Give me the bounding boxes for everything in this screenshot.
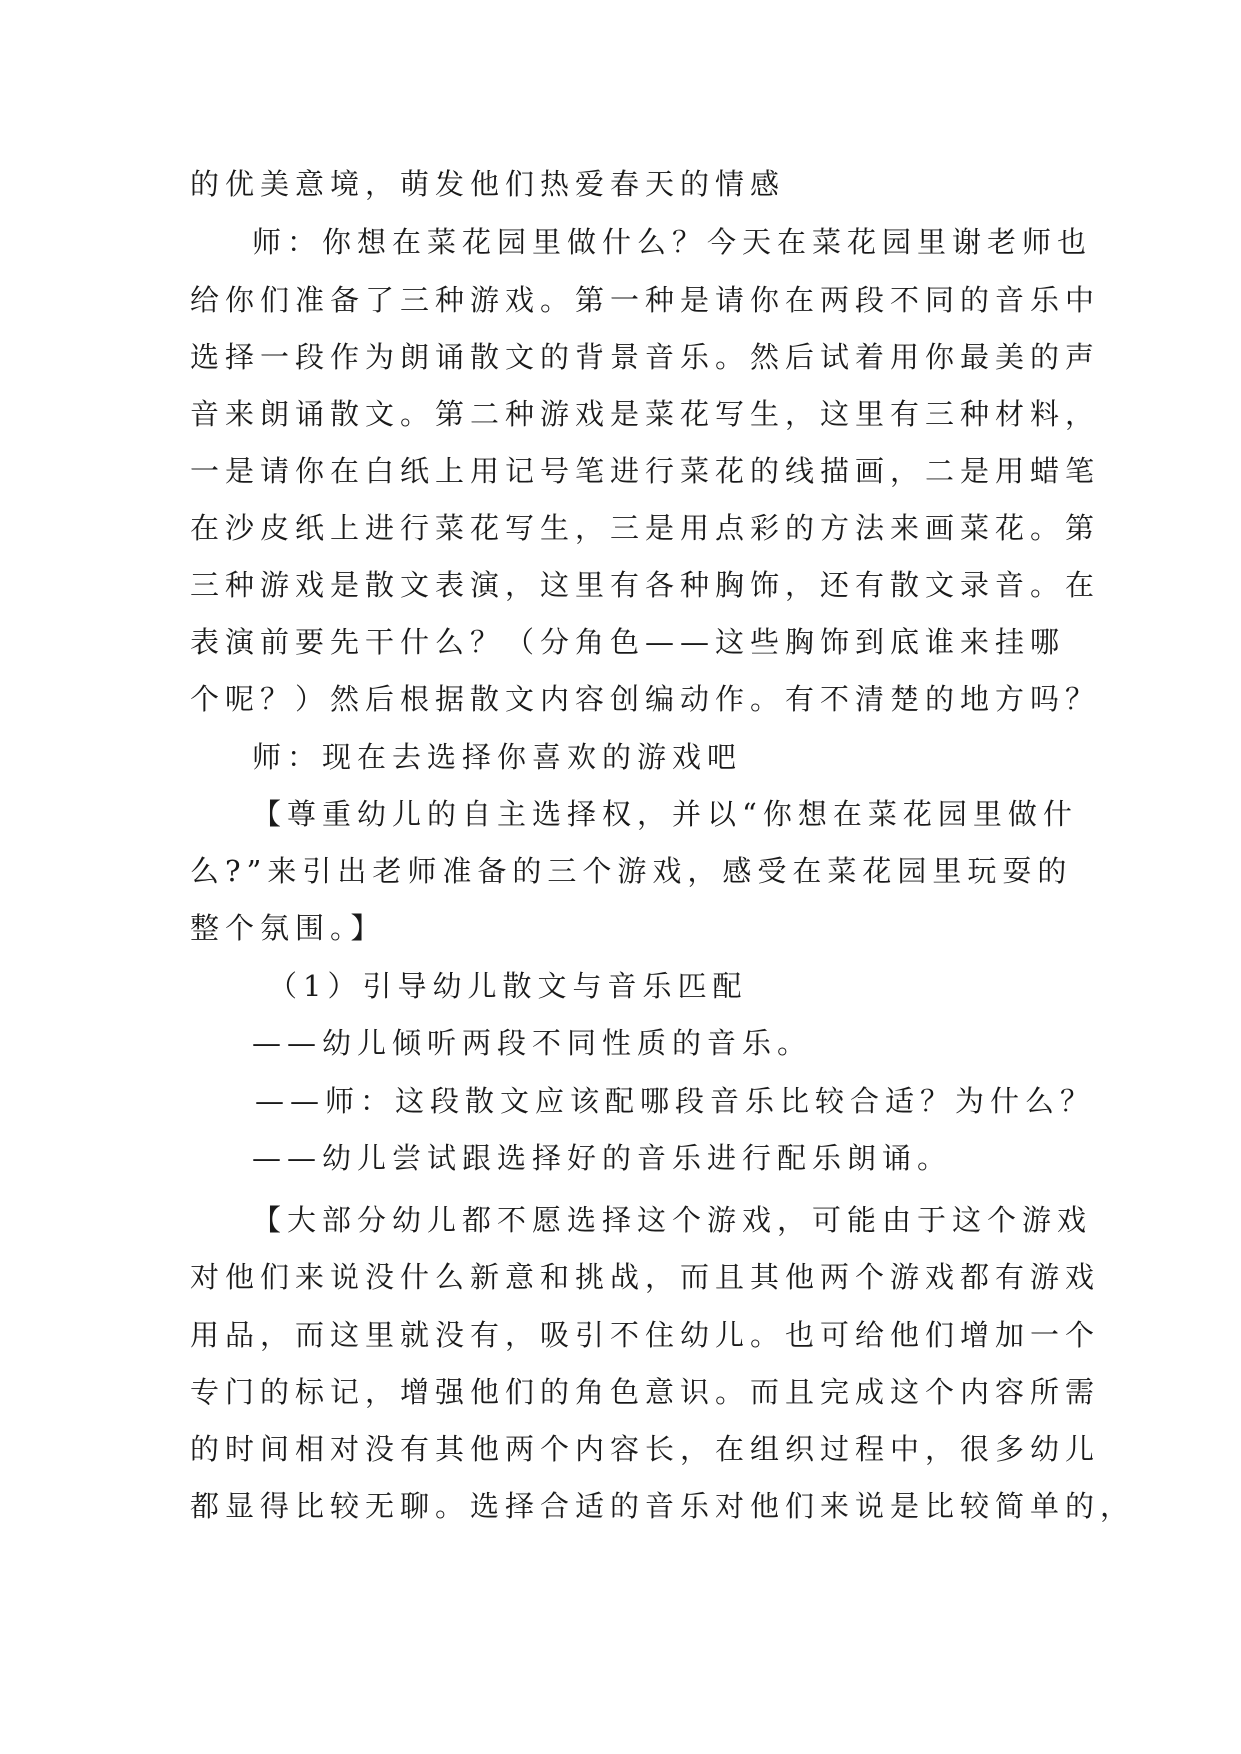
annotation-line: 都显得比较无聊。选择合适的音乐对他们来说是比较简单的， xyxy=(190,1489,1136,1523)
annotation-line: 么?”来引出老师准备的三个游戏，感受在菜花园里玩耍的 xyxy=(190,854,1073,888)
text-line: 音来朗诵散文。第二种游戏是菜花写生，这里有三种材料， xyxy=(190,397,1101,431)
annotation-line: 的时间相对没有其他两个内容长，在组织过程中，很多幼儿 xyxy=(190,1432,1101,1466)
section-heading: （1）引导幼儿散文与音乐匹配 xyxy=(268,969,748,1003)
annotation-line: 用品，而这里就没有，吸引不住幼儿。也可给他们增加一个 xyxy=(190,1318,1101,1352)
text-line: 个呢？）然后根据散文内容创编动作。有不清楚的地方吗？ xyxy=(190,682,1101,716)
text-line: 表演前要先干什么？（分角色——这些胸饰到底谁来挂哪 xyxy=(190,625,1066,659)
annotation-line: 对他们来说没什么新意和挑战，而且其他两个游戏都有游戏 xyxy=(190,1260,1101,1294)
text-line: 三种游戏是散文表演，这里有各种胸饰，还有散文录音。在 xyxy=(190,568,1101,602)
text-line: 师：现在去选择你喜欢的游戏吧 xyxy=(252,740,743,774)
text-line: 在沙皮纸上进行菜花写生，三是用点彩的方法来画菜花。第 xyxy=(190,511,1101,545)
annotation-line: 【大部分幼儿都不愿选择这个游戏，可能由于这个游戏 xyxy=(252,1203,1093,1237)
annotation-line: 整个氛围。】 xyxy=(190,911,386,945)
list-item: ——幼儿尝试跟选择好的音乐进行配乐朗诵。 xyxy=(252,1141,953,1175)
text-line: 一是请你在白纸上用记号笔进行菜花的线描画，二是用蜡笔 xyxy=(190,454,1101,488)
text-line: 给你们准备了三种游戏。第一种是请你在两段不同的音乐中 xyxy=(190,283,1101,317)
list-item: ——师：这段散文应该配哪段音乐比较合适？为什么？ xyxy=(255,1084,1096,1118)
annotation-line: 【尊重幼儿的自主选择权，并以“你想在菜花园里做什 xyxy=(252,797,1078,831)
list-item: ——幼儿倾听两段不同性质的音乐。 xyxy=(252,1026,813,1060)
text-line: 选择一段作为朗诵散文的背景音乐。然后试着用你最美的声 xyxy=(190,340,1101,374)
text-line: 师：你想在菜花园里做什么？今天在菜花园里谢老师也 xyxy=(252,225,1093,259)
text-line: 的优美意境，萌发他们热爱春天的情感 xyxy=(190,167,786,201)
annotation-line: 专门的标记，增强他们的角色意识。而且完成这个内容所需 xyxy=(190,1375,1101,1409)
